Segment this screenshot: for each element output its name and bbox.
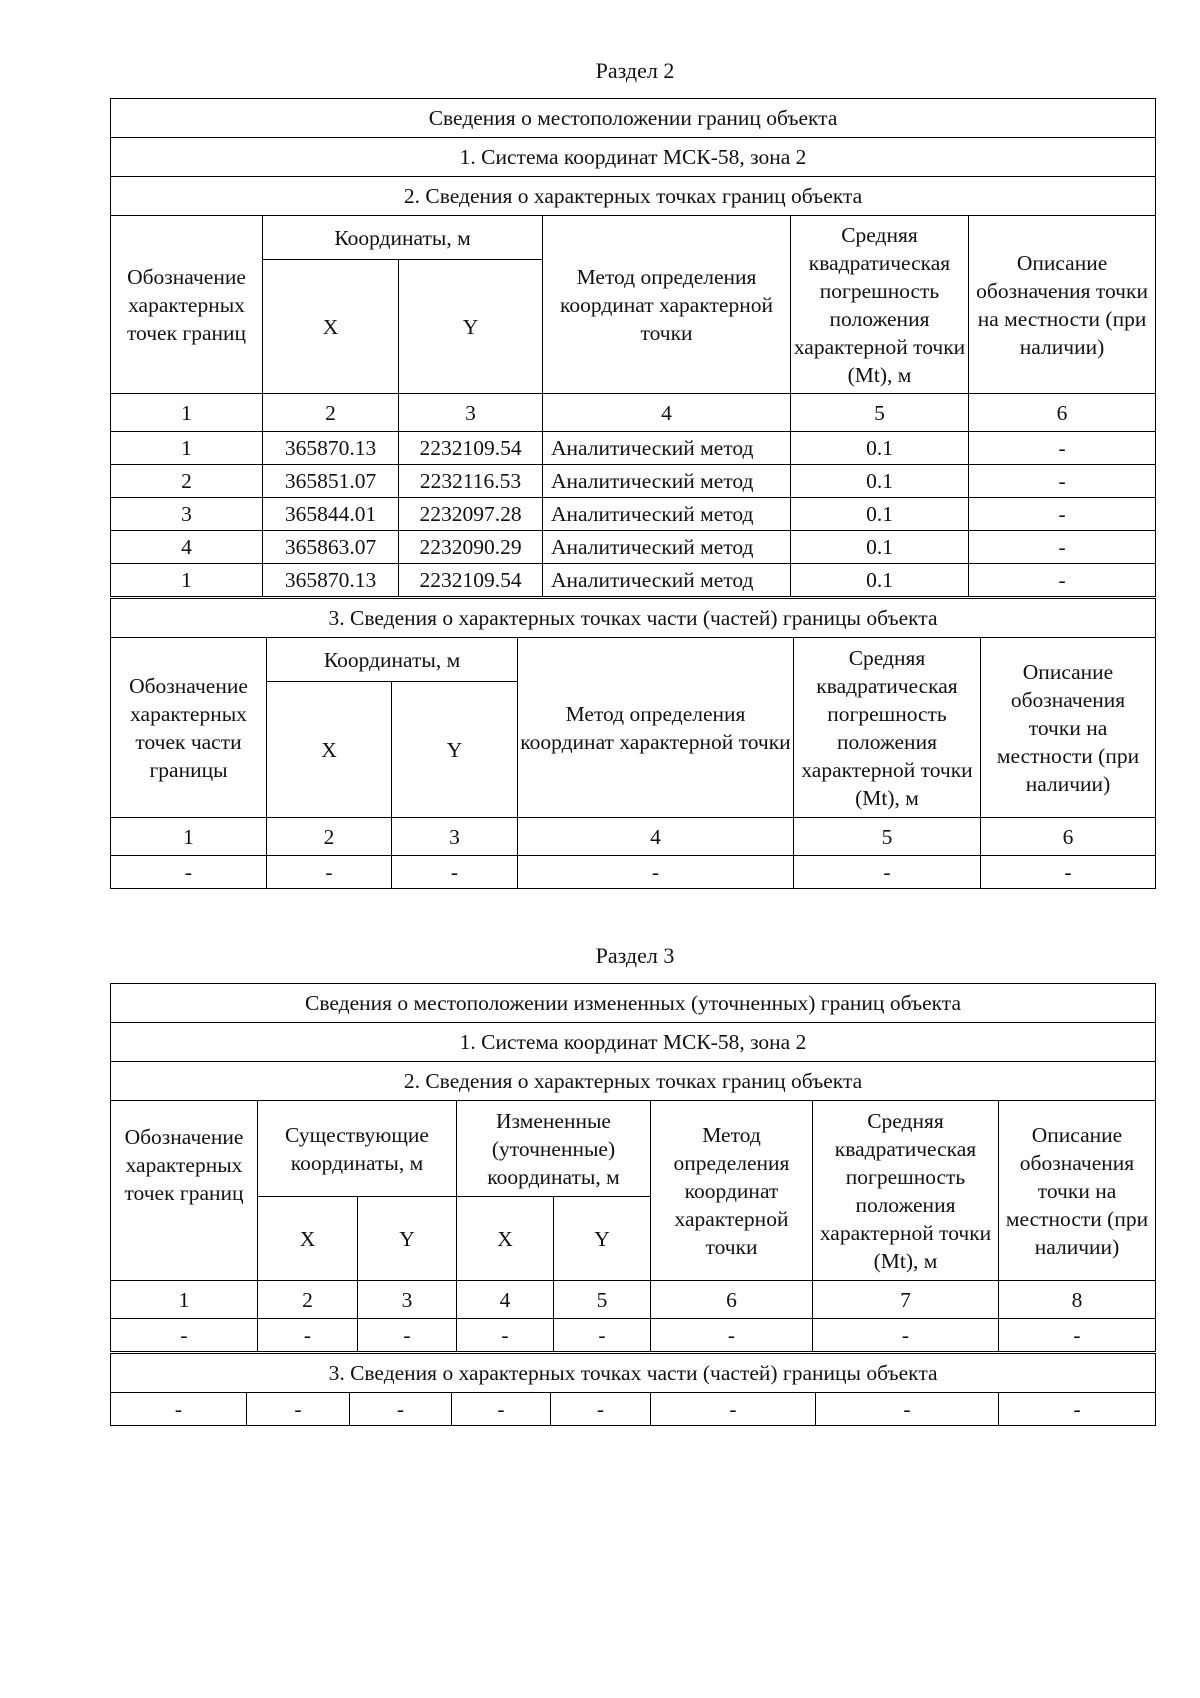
table-row bbox=[111, 465, 1156, 498]
cell: - bbox=[457, 1319, 554, 1352]
col-coords: Координаты, м bbox=[263, 216, 543, 260]
method: Аналитический метод bbox=[543, 564, 791, 597]
col-number: 7 bbox=[813, 1281, 999, 1319]
point-number: 2 bbox=[111, 465, 263, 498]
col-designation: Обозначение характерных точек границ bbox=[111, 216, 263, 394]
cell: - bbox=[392, 856, 518, 889]
description: - bbox=[969, 432, 1156, 465]
col-x-existing: X bbox=[258, 1197, 358, 1281]
col-number: 2 bbox=[258, 1281, 358, 1319]
description: - bbox=[969, 498, 1156, 531]
point-number: 3 bbox=[111, 498, 263, 531]
col-number: 2 bbox=[267, 818, 392, 856]
col-designation: Обозначение характерных точек границ bbox=[111, 1101, 258, 1281]
mt-error: 0.1 bbox=[791, 465, 969, 498]
cell: - bbox=[350, 1393, 452, 1426]
mt-error: 0.1 bbox=[791, 498, 969, 531]
col-number: 4 bbox=[518, 818, 794, 856]
col-number: 3 bbox=[399, 394, 543, 432]
col-number: 2 bbox=[263, 394, 399, 432]
part-col-x: X bbox=[267, 682, 392, 818]
method: Аналитический метод bbox=[543, 465, 791, 498]
cell: - bbox=[999, 1393, 1156, 1426]
coord-x: 365870.13 bbox=[263, 432, 399, 465]
method: Аналитический метод bbox=[543, 531, 791, 564]
part-col-y: Y bbox=[392, 682, 518, 818]
table-row bbox=[111, 531, 1156, 564]
table-title: Сведения о местоположении границ объекта bbox=[111, 99, 1156, 138]
point-number: 1 bbox=[111, 564, 263, 597]
points-heading: 2. Сведения о характерных точках границ объекта bbox=[111, 177, 1156, 216]
mt-error: 0.1 bbox=[791, 564, 969, 597]
description: - bbox=[969, 564, 1156, 597]
table-row bbox=[111, 1319, 1156, 1352]
coordinate-system: 1. Система координат МСК-58, зона 2 bbox=[111, 138, 1156, 177]
cell: - bbox=[258, 1319, 358, 1352]
table-row bbox=[111, 1393, 1156, 1426]
cell: - bbox=[651, 1319, 813, 1352]
coord-x: 365870.13 bbox=[263, 564, 399, 597]
cell: - bbox=[111, 1393, 247, 1426]
col-number: 8 bbox=[999, 1281, 1156, 1319]
cell: - bbox=[554, 1319, 651, 1352]
coord-y: 2232097.28 bbox=[399, 498, 543, 531]
col-number: 4 bbox=[457, 1281, 554, 1319]
col-x-changed: X bbox=[457, 1197, 554, 1281]
part-column-numbers-row bbox=[111, 818, 1156, 856]
cell: - bbox=[111, 1319, 258, 1352]
column-numbers-row bbox=[111, 1281, 1156, 1319]
cell: - bbox=[551, 1393, 651, 1426]
table-row bbox=[111, 856, 1156, 889]
col-existing: Существующие координаты, м bbox=[258, 1101, 457, 1197]
section-2-title: Раздел 2 bbox=[595, 58, 675, 83]
table-row bbox=[111, 498, 1156, 531]
col-number: 3 bbox=[358, 1281, 457, 1319]
cell: - bbox=[816, 1393, 999, 1426]
cell: - bbox=[452, 1393, 551, 1426]
table-row bbox=[111, 432, 1156, 465]
cell: - bbox=[999, 1319, 1156, 1352]
cell: - bbox=[267, 856, 392, 889]
section-3-table bbox=[110, 983, 1156, 1352]
coord-x: 365851.07 bbox=[263, 465, 399, 498]
cell: - bbox=[247, 1393, 350, 1426]
col-description: Описание обозначения точки на местности (при наличии) bbox=[999, 1101, 1156, 1281]
col-error: Средняя квадратическая погрешность положения характерной точки (Mt), м bbox=[813, 1101, 999, 1281]
coord-y: 2232116.53 bbox=[399, 465, 543, 498]
method: Аналитический метод bbox=[543, 432, 791, 465]
col-method: Метод определения координат характерной точки bbox=[651, 1101, 813, 1281]
coord-y: 2232090.29 bbox=[399, 531, 543, 564]
coord-y: 2232109.54 bbox=[399, 432, 543, 465]
points-heading: 2. Сведения о характерных точках границ объекта bbox=[111, 1062, 1156, 1101]
method: Аналитический метод bbox=[543, 498, 791, 531]
section-3-part-table bbox=[110, 1353, 1156, 1426]
cell: - bbox=[981, 856, 1156, 889]
table-title: Сведения о местоположении измененных (уточненных) границ объекта bbox=[111, 984, 1156, 1023]
table-row bbox=[111, 564, 1156, 597]
part-heading: 3. Сведения о характерных точках части (частей) границы объекта bbox=[111, 1354, 1156, 1393]
section-2-part-table bbox=[110, 598, 1156, 889]
cell: - bbox=[651, 1393, 816, 1426]
section-3-title: Раздел 3 bbox=[595, 943, 675, 968]
col-y-existing: Y bbox=[358, 1197, 457, 1281]
part-col-designation: Обозначение характерных точек части границы bbox=[111, 638, 267, 818]
coordinate-system: 1. Система координат МСК-58, зона 2 bbox=[111, 1023, 1156, 1062]
point-number: 1 bbox=[111, 432, 263, 465]
part-col-coords: Координаты, м bbox=[267, 638, 518, 682]
column-numbers-row bbox=[111, 394, 1156, 432]
cell: - bbox=[518, 856, 794, 889]
col-y-changed: Y bbox=[554, 1197, 651, 1281]
cell: - bbox=[111, 856, 267, 889]
cell: - bbox=[813, 1319, 999, 1352]
col-number: 6 bbox=[651, 1281, 813, 1319]
description: - bbox=[969, 531, 1156, 564]
col-number: 6 bbox=[969, 394, 1156, 432]
col-error: Средняя квадратическая погрешность положения характерной точки (Mt), м bbox=[791, 216, 969, 394]
col-number: 3 bbox=[392, 818, 518, 856]
col-number: 5 bbox=[791, 394, 969, 432]
col-number: 4 bbox=[543, 394, 791, 432]
cell: - bbox=[358, 1319, 457, 1352]
description: - bbox=[969, 465, 1156, 498]
col-number: 5 bbox=[794, 818, 981, 856]
cell: - bbox=[794, 856, 981, 889]
col-changed: Измененные (уточненные) координаты, м bbox=[457, 1101, 651, 1197]
part-col-error: Средняя квадратическая погрешность положения характерной точки (Mt), м bbox=[794, 638, 981, 818]
part-col-description: Описание обозначения точки на местности (при наличии) bbox=[981, 638, 1156, 818]
col-number: 5 bbox=[554, 1281, 651, 1319]
col-number: 1 bbox=[111, 394, 263, 432]
col-x: X bbox=[263, 260, 399, 394]
coord-y: 2232109.54 bbox=[399, 564, 543, 597]
point-number: 4 bbox=[111, 531, 263, 564]
coord-x: 365844.01 bbox=[263, 498, 399, 531]
mt-error: 0.1 bbox=[791, 531, 969, 564]
col-number: 1 bbox=[111, 1281, 258, 1319]
col-method: Метод определения координат характерной точки bbox=[543, 216, 791, 394]
section-2-table bbox=[110, 98, 1156, 597]
coord-x: 365863.07 bbox=[263, 531, 399, 564]
col-y: Y bbox=[399, 260, 543, 394]
part-col-method: Метод определения координат характерной точки bbox=[518, 638, 794, 818]
col-number: 1 bbox=[111, 818, 267, 856]
mt-error: 0.1 bbox=[791, 432, 969, 465]
part-heading: 3. Сведения о характерных точках части (частей) границы объекта bbox=[111, 599, 1156, 638]
col-description: Описание обозначения точки на местности (при наличии) bbox=[969, 216, 1156, 394]
col-number: 6 bbox=[981, 818, 1156, 856]
